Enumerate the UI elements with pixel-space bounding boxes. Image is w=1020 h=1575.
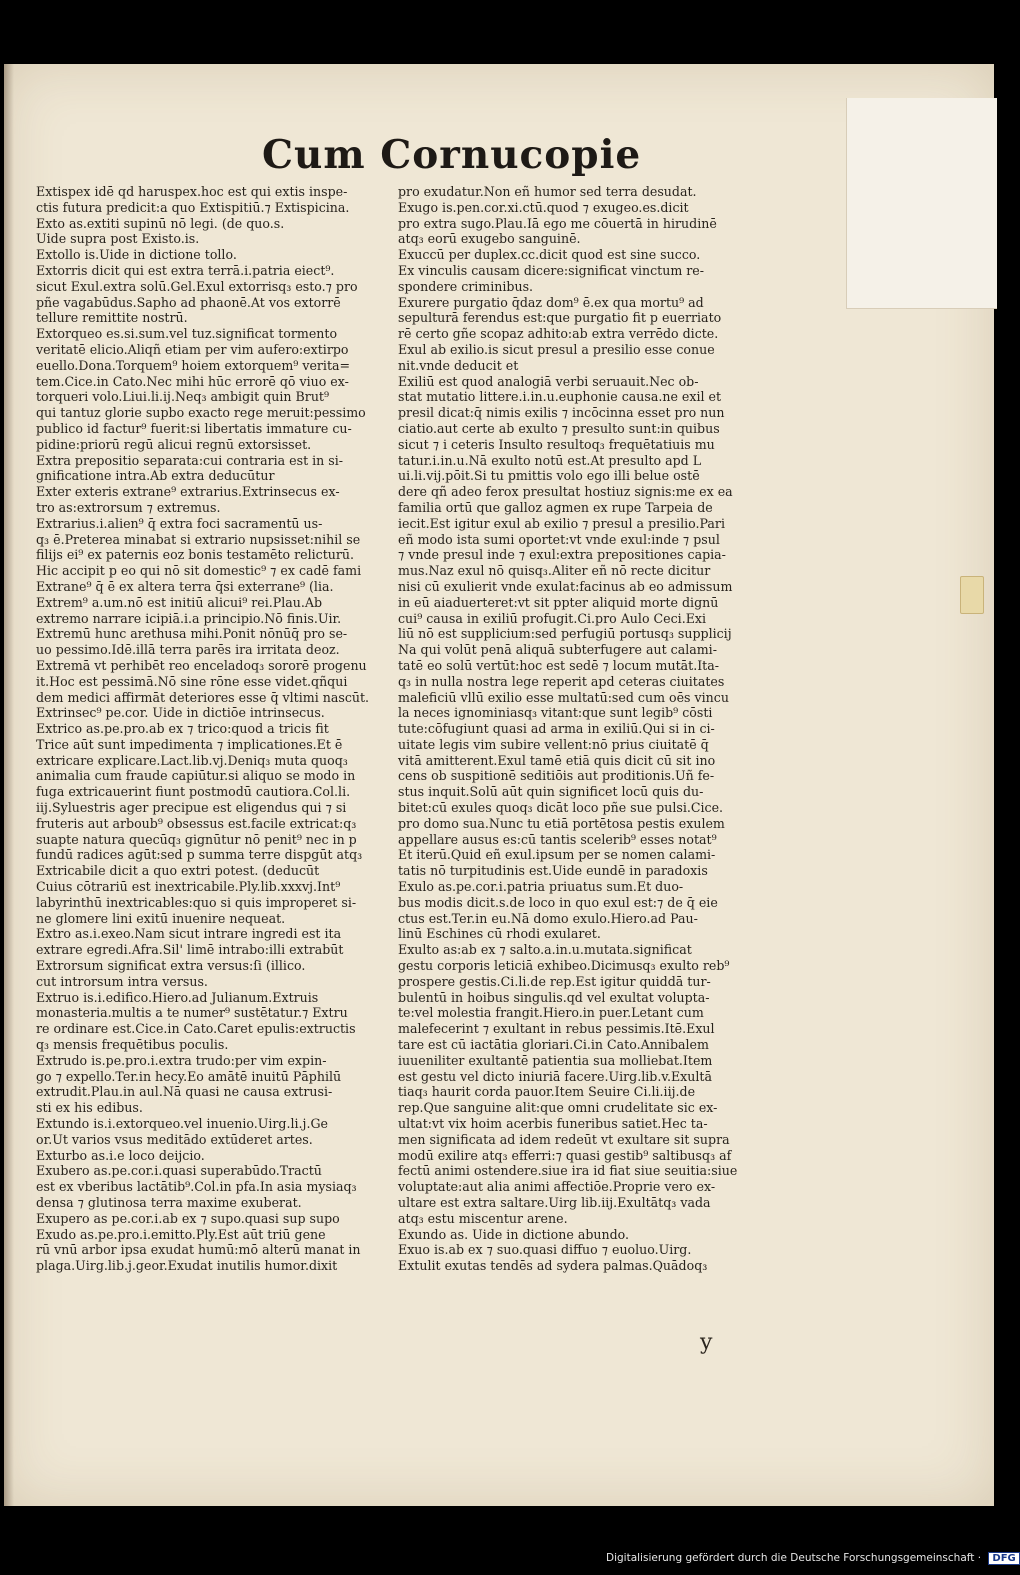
text-line: q₃ mensis frequētibus poculis. xyxy=(36,1037,229,1053)
text-line: pidine:priorū regū alicui regnū extorsisset. xyxy=(36,436,312,452)
text-line: tiaq₃ haurit corda pauor.Item Seuire Ci.li.iij.de xyxy=(398,1084,696,1100)
text-line: torqueri volo.Liui.li.ij.Neq₃ ambigit quin Brut⁹ xyxy=(36,389,330,405)
text-line: voluptate:aut alia animi affectiōe.Proprie vero ex- xyxy=(398,1179,716,1195)
text-line: animalia cum fraude capiūtur.si aliquo se modo in xyxy=(36,768,356,784)
text-line: Extrinsec⁹ pe.cor. Uide in dictiōe intrinsecus. xyxy=(36,705,325,721)
text-line: Trice aūt sunt impedimenta ⁊ implicationes.Et ē xyxy=(36,736,343,752)
text-line: Exter exteris extrane⁹ extrarius.Extrinsecus ex- xyxy=(36,484,340,500)
paper-slip xyxy=(846,98,997,309)
text-line: dem medici affirmāt deteriores esse q̄ vltimi nascūt. xyxy=(36,689,370,705)
text-line: la neces ignominiasq₃ vitant:que sunt legib⁹ cōsti xyxy=(398,705,713,721)
text-line: tem.Cice.in Cato.Nec mihi hūc errorē qō viuo ex- xyxy=(36,373,349,389)
text-line: ⁊ vnde presul inde ⁊ exul:extra prepositiones capia- xyxy=(398,547,726,563)
text-line: eñ modo ista sumi oportet:vt vnde exul:inde ⁊ psul xyxy=(398,531,720,547)
text-line: gestu corporis leticiā exhibeo.Dicimusq₃ exulto reb⁹ xyxy=(398,958,730,974)
text-line: Uide supra post Existo.is. xyxy=(36,231,200,247)
text-line: Hic accipit p eo qui nō sit domestic⁹ ⁊ ex cadē fami xyxy=(36,563,362,579)
text-line: Extrane⁹ q̄ ē ex altera terra q̄si exterrane⁹ (lia. xyxy=(36,578,334,594)
text-line: or.Ut varios vsus meditādo extūderet artes. xyxy=(36,1131,313,1147)
text-line: iecit.Est igitur exul ab exilio ⁊ presul a presilio.Pari xyxy=(398,515,725,531)
signature-mark: y xyxy=(700,1330,713,1355)
text-line: Extremū hunc arethusa mihi.Ponit nōnūq̄ pro se- xyxy=(36,626,348,642)
text-line: prospere gestis.Ci.li.de rep.Est igitur quiddā tur- xyxy=(398,973,711,989)
text-line: Exubero as.pe.cor.i.quasi superabūdo.Tractū xyxy=(36,1163,322,1179)
text-line: it.Hoc est pessimā.Nō sine rōne esse videt.qñqui xyxy=(36,673,348,689)
text-line: ultare est extra saltare.Uirg lib.iij.Exultātq₃ vada xyxy=(398,1195,711,1210)
text-line: Extispex idē qd haruspex.hoc est qui extis inspe- xyxy=(36,184,348,199)
text-line: Exulo as.pe.cor.i.patria priuatus sum.Et duo- xyxy=(398,879,684,895)
text-line: filijs ei⁹ ex paternis eoz bonis testamēto relicturū. xyxy=(36,547,355,563)
text-line: Extremā vt perhibēt reo enceladoq₃ sororē progenu xyxy=(36,657,367,673)
text-line: sicut ⁊ i ceteris Insulto resultoq₃ frequētatiuis mu xyxy=(398,436,715,452)
text-line: atq₃ eorū exugebo sanguinē. xyxy=(398,231,581,247)
text-line: Exturbo as.i.e loco deijcio. xyxy=(36,1147,205,1163)
text-column-right xyxy=(398,184,766,1274)
text-line: bus modis dicit.s.de loco in quo exul est:⁊ de q̄ eie xyxy=(398,894,718,910)
text-line: Exulto as:ab ex ⁊ salto.a.in.u.mutata.significat xyxy=(398,942,692,958)
text-line: uo pessimo.Idē.illā terra parēs ira irritata deoz. xyxy=(36,642,340,658)
text-line: Extorris dicit qui est extra terrā.i.patria eiect⁹. xyxy=(36,262,335,278)
text-line: bitet:cū exules quoq₃ dicāt loco pñe sue pulsi.Cice. xyxy=(398,800,724,816)
text-line: Extra prepositio separata:cui contraria est in si- xyxy=(36,452,344,468)
text-line: ne glomere lini exitū inuenire nequeat. xyxy=(36,910,286,926)
text-line: appellare ausus es:cū tantis scelerib⁹ esses notat⁹ xyxy=(398,831,717,847)
text-line: publico id factur⁹ fuerit:si libertatis immature cu- xyxy=(36,420,352,436)
text-line: Extrico as.pe.pro.ab ex ⁊ trico:quod a tricis fit xyxy=(36,721,329,737)
text-line: labyrinthū inextricables:quo si quis improperet si- xyxy=(36,894,357,910)
text-line: gnificatione intra.Ab extra deducūtur xyxy=(36,468,275,484)
text-line: tute:cōfugiunt quasi ad arma in exiliū.Qui si in ci- xyxy=(398,721,715,737)
text-line: stat mutatio littere.i.in.u.euphonie causa.ne exil et xyxy=(398,389,722,405)
text-column-left xyxy=(36,184,378,1274)
text-line: extrudit.Plau.in aul.Nā quasi ne causa extrusi- xyxy=(36,1084,333,1100)
text-line: rē certo gñe scopaz adhito:ab extra verrēdo dicte. xyxy=(398,326,719,342)
text-line: vitā amitterent.Exul tamē etiā quis dicit cū sit ino xyxy=(398,752,716,768)
dfg-logo: DFG xyxy=(988,1552,1019,1565)
text-line: Extulit exutas tendēs ad sydera palmas.Quādoq₃ xyxy=(398,1258,708,1274)
text-line: rep.Que sanguine alit:que omni crudelitate sic ex- xyxy=(398,1100,718,1116)
text-line: plaga.Uirg.lib.j.geor.Exudat inutilis humor.dixit xyxy=(36,1258,338,1274)
text-line: Exiliū est quod analogiā verbi seruauit.Nec ob- xyxy=(398,373,699,389)
text-line: tro as:extrorsum ⁊ extremus. xyxy=(36,499,221,515)
text-line: maleficiū vllū exilio esse multatū:sed cum oēs vincu xyxy=(398,689,729,705)
text-line: in eū aiaduerteret:vt sit ppter aliquid morte dignū xyxy=(398,594,719,610)
text-line: pro exudatur.Non eñ humor sed terra desudat. xyxy=(398,184,697,199)
page-gutter-shadow xyxy=(4,64,14,1506)
credit-text: Digitalisierung gefördert durch die Deutsche Forschungsgemeinschaft xyxy=(606,1552,975,1564)
text-line: linū Eschines cū rhodi exularet. xyxy=(398,926,601,942)
text-line: liū nō est supplicium:sed perfugiū portusq₃ supplicij xyxy=(398,626,732,642)
text-line: cens ob suspitionē seditiōis aut proditionis.Uñ fe- xyxy=(398,768,715,784)
digitization-credit xyxy=(606,1552,1020,1570)
text-line: tatē eo solū vertūt:hoc est sedē ⁊ locum mutāt.Ita- xyxy=(398,657,720,673)
text-line: qui tantuz glorie supbo exacto rege meruit:pessimo xyxy=(36,405,366,421)
text-line: stus inquit.Solū aūt quin significet locū quis du- xyxy=(398,784,704,800)
text-line: pñe vagabūdus.Sapho ad phaonē.At vos extorrē xyxy=(36,294,341,310)
text-line: re ordinare est.Cice.in Cato.Caret epulis:extructis xyxy=(36,1021,356,1037)
text-line: uitate legis vim subire vellent:nō prius ciuitatē q̄ xyxy=(398,736,709,752)
text-line: nit.vnde deducit et xyxy=(398,357,519,373)
text-line: ciatio.aut certe ab exulto ⁊ presulto sunt:in quibus xyxy=(398,420,720,436)
text-line: presil dicat:q̄ nimis exilis ⁊ incōcinna esset pro nun xyxy=(398,405,725,421)
text-line: Extro as.i.exeo.Nam sicut intrare ingredi est ita xyxy=(36,926,342,942)
text-line: suapte natura quecūq₃ gignūtur nō penit⁹ nec in p xyxy=(36,831,357,847)
text-line: ctus est.Ter.in eu.Nā domo exulo.Hiero.ad Pau- xyxy=(398,910,698,926)
text-line: rū vnū arbor ipsa exudat humū:mō alterū manat in xyxy=(36,1242,361,1258)
text-line: Exupero as pe.cor.i.ab ex ⁊ supo.quasi sup supo xyxy=(36,1210,340,1226)
text-line: Na qui volūt penā aliquā subterfugere aut calami- xyxy=(398,642,717,658)
text-line: spondere criminibus. xyxy=(398,278,534,294)
text-line: Extruo is.i.edifico.Hiero.ad Julianum.Extruis xyxy=(36,989,319,1005)
text-line: pro domo sua.Nunc tu etiā portētosa pestis exulem xyxy=(398,815,725,831)
text-line: go ⁊ expello.Ter.in hecy.Eo amātē inuitū Pāphilū xyxy=(36,1068,342,1084)
text-line: ui.li.vij.pōit.Si tu pmittis volo ego illi belue ostē xyxy=(398,468,700,484)
text-line: sti ex his edibus. xyxy=(36,1100,143,1116)
text-line: atq₃ estu miscentur arene. xyxy=(398,1210,568,1226)
text-line: malefecerint ⁊ exultant in rebus pessimis.Itē.Exul xyxy=(398,1021,715,1037)
running-head-title: Cum Cornucopie xyxy=(262,132,642,178)
text-line: Extrem⁹ a.um.nō est initiū alicui⁹ rei.Plau.Ab xyxy=(36,594,323,610)
text-line: nisi cū exulierit vnde exulat:facinus ab eo admissum xyxy=(398,578,733,594)
text-line: Exuo is.ab ex ⁊ suo.quasi diffuo ⁊ euoluo.Uirg. xyxy=(398,1242,692,1258)
text-line: Ex vinculis causam dicere:significat vinctum re- xyxy=(398,262,705,278)
text-line: Cuius cōtrariū est inextricabile.Ply.lib.xxxvj.Int⁹ xyxy=(36,879,341,895)
text-line: te:vel molestia frangit.Hiero.in puer.Letant cum xyxy=(398,1005,704,1021)
text-line: tellure remittite nostrū. xyxy=(36,310,188,326)
credit-separator: · xyxy=(977,1552,982,1564)
text-line: Exugo is.pen.cor.xi.ctū.quod ⁊ exugeo.es.dicit xyxy=(398,199,689,215)
text-line: fectū animi ostendere.siue ira id fiat siue seuitia:siue xyxy=(398,1163,738,1179)
text-line: monasteria.multis a te numer⁹ sustētatur.⁊ Extru xyxy=(36,1005,348,1021)
text-line: Extundo is.i.extorqueo.vel inuenio.Uirg.li.j.Ge xyxy=(36,1116,328,1132)
text-line: men significata ad idem redeūt vt exultare sit supra xyxy=(398,1131,730,1147)
text-line: ctis futura predicit:a quo Extispitiū.⁊ Extispicina. xyxy=(36,199,350,215)
text-line: tatis nō turpitudinis est.Uide eundē in paradoxis xyxy=(398,863,708,879)
text-line: tare est cū iactātia gloriari.Ci.in Cato.Annibalem xyxy=(398,1037,709,1053)
text-line: dere qñ adeo ferox presultat hostiuz signis:me ex ea xyxy=(398,484,733,500)
text-line: cui⁹ causa in exiliū profugit.Ci.pro Aulo Ceci.Exi xyxy=(398,610,707,626)
text-line: densa ⁊ glutinosa terra maxime exuberat. xyxy=(36,1195,302,1210)
text-line: fruteris aut arboub⁹ obsessus est.facile extricat:q₃ xyxy=(36,815,357,831)
text-line: extrare egredi.Afra.Sil' limē intrabo:illi extrabūt xyxy=(36,942,344,958)
text-line: veritatē elicio.Aliqñ etiam per vim aufero:extirpo xyxy=(36,341,349,357)
text-line: pro extra sugo.Plau.Iā ego me cōuertā in hirudinē xyxy=(398,215,717,231)
text-line: ultat:vt vix hoim acerbis funeribus satiet.Hec ta- xyxy=(398,1116,708,1132)
text-line: Exuccū per duplex.cc.dicit quod est sine succo. xyxy=(398,247,701,263)
text-line: Extrudo is.pe.pro.i.extra trudo:per vim expin- xyxy=(36,1052,327,1068)
text-line: Extrarius.i.alien⁹ q̄ extra foci sacramentū us- xyxy=(36,515,323,531)
text-line: Exurere purgatio q̄daz dom⁹ ē.ex qua mortu⁹ ad xyxy=(398,294,704,310)
text-line: est ex vberibus lactātib⁹.Col.in pfa.In asia mysiaq₃ xyxy=(36,1179,357,1195)
text-line: Extollo is.Uide in dictione tollo. xyxy=(36,247,237,263)
text-line: familia ortū que galloz agmen ex rupe Tarpeia de xyxy=(398,499,713,515)
text-line: extricare explicare.Lact.lib.vj.Deniq₃ muta quoq₃ xyxy=(36,752,348,768)
text-line: cut introrsum intra versus. xyxy=(36,973,208,989)
text-line: est gestu vel dicto iniuriā facere.Uirg.lib.v.Exultā xyxy=(398,1068,712,1084)
text-line: tatur.i.in.u.Nā exulto notū est.At presulto apd L xyxy=(398,452,702,468)
text-line: Extrorsum significat extra versus:ſi (illico. xyxy=(36,958,306,974)
text-line: iuueniliter exultantē patientia sua molliebat.Item xyxy=(398,1052,713,1068)
text-line: Exundo as. Uide in dictione abundo. xyxy=(398,1226,630,1242)
text-line: Exto as.extiti supinū nō legi. (de quo.s. xyxy=(36,215,285,231)
text-line: q₃ in nulla nostra lege reperit apd ceteras ciuitates xyxy=(398,673,725,689)
text-line: Et iterū.Quid eñ exul.ipsum per se nomen calami- xyxy=(398,847,716,863)
text-line: iij.Syluestris ager precipue est eligendus qui ⁊ si xyxy=(36,800,347,816)
page-tab-marker xyxy=(960,576,984,614)
text-line: Exudo as.pe.pro.i.emitto.Ply.Est aūt triū gene xyxy=(36,1226,326,1242)
text-line: Exul ab exilio.is sicut presul a presilio esse conue xyxy=(398,341,715,357)
text-line: q₃ ē.Preterea minabat si extrario nupsisset:nihil se xyxy=(36,531,361,547)
text-line: sepulturā ferendus est:que purgatio fit p euerriato xyxy=(398,310,722,326)
text-line: Extorqueo es.si.sum.vel tuz.significat tormento xyxy=(36,326,338,342)
text-line: fundū radices agūt:sed p summa terre dispgūt atq₃ xyxy=(36,847,363,863)
text-line: euello.Dona.Torquem⁹ hoiem extorquem⁹ verita= xyxy=(36,357,351,373)
text-line: Extricabile dicit a quo extri potest. (deducūt xyxy=(36,863,320,879)
text-line: modū exilire atq₃ efferri:⁊ quasi gestib⁹ saltibusq₃ af xyxy=(398,1147,732,1163)
text-line: mus.Naz exul nō quisq₃.Aliter eñ nō recte dicitur xyxy=(398,563,711,579)
text-line: fuga extricauerint fiunt postmodū cautiora.Col.li. xyxy=(36,784,351,800)
text-line: bulentū in hoibus singulis.qd vel exultat volupta- xyxy=(398,989,710,1005)
text-line: sicut Exul.extra solū.Gel.Exul extorrisq₃ esto.⁊ pro xyxy=(36,278,358,294)
text-line: extremo narrare icipiā.i.a principio.Nō finis.Uir. xyxy=(36,610,342,626)
